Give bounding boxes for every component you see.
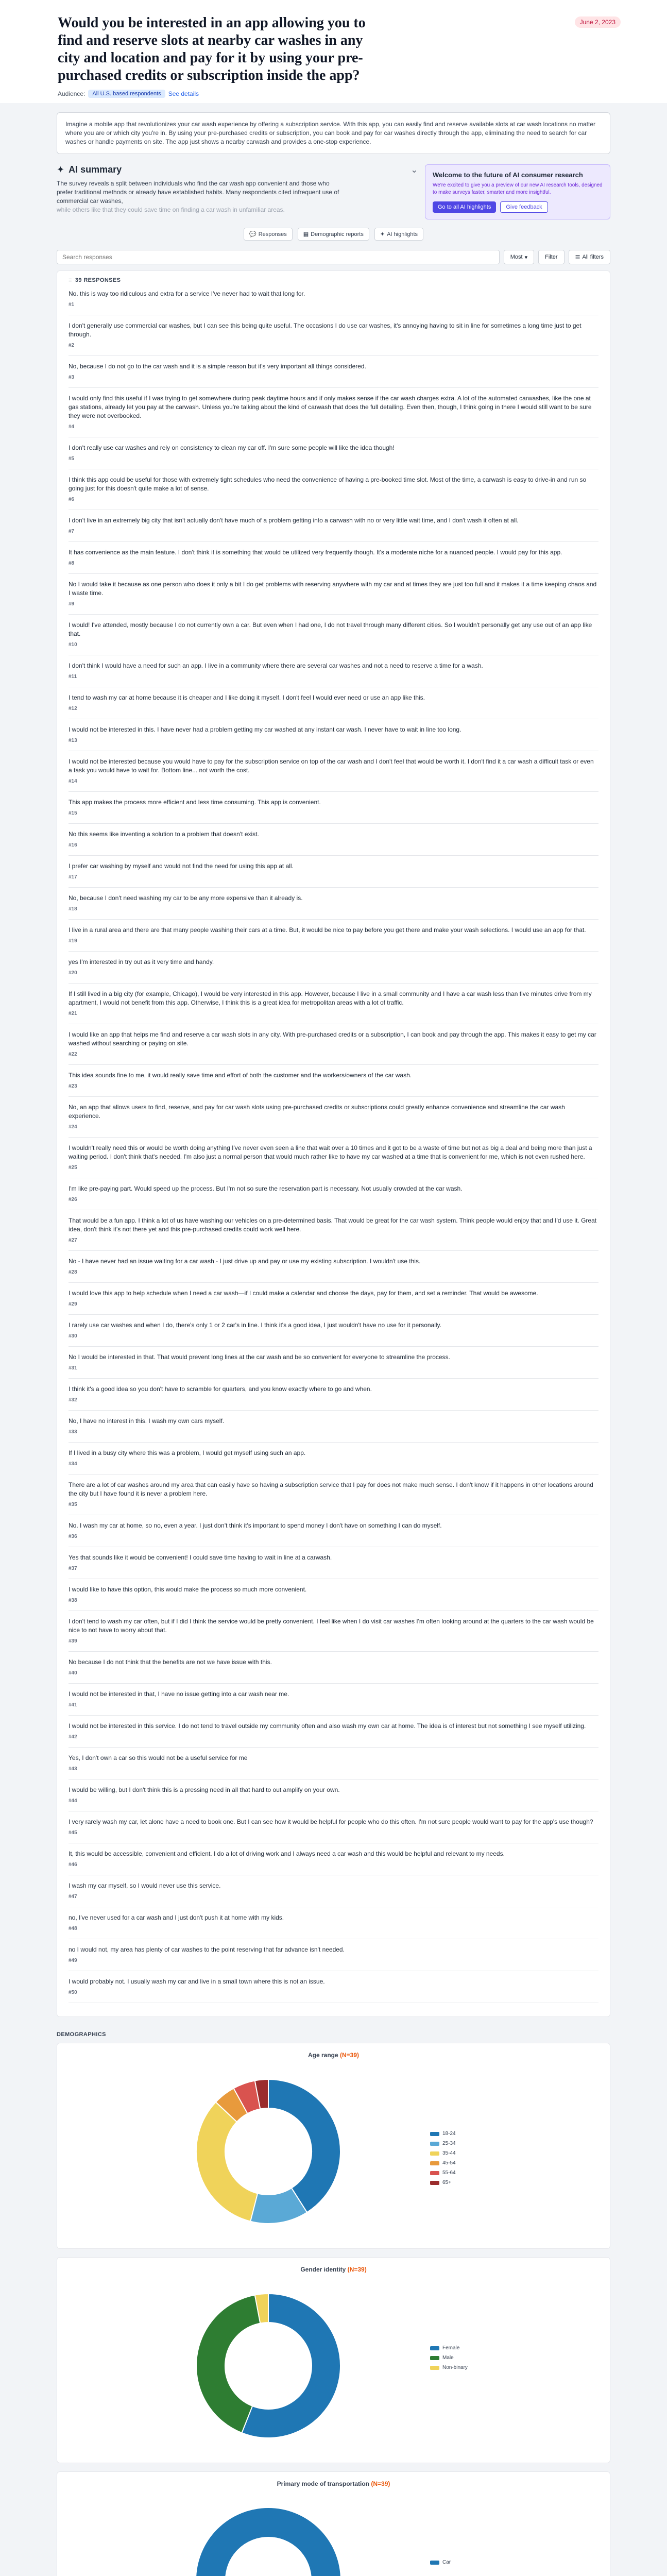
response-id: #11	[69, 674, 77, 680]
response-id: #45	[69, 1830, 77, 1836]
legend-swatch	[430, 2346, 439, 2350]
sparkle-icon: ✦	[380, 231, 385, 238]
legend-swatch	[430, 2171, 439, 2175]
response-id: #22	[69, 1052, 77, 1057]
response-id: #28	[69, 1269, 77, 1275]
tab-ai-highlights[interactable]	[374, 228, 423, 241]
response-id: #10	[69, 642, 77, 648]
chart-card	[57, 2043, 610, 2249]
list-item	[69, 1780, 598, 1811]
list-item	[69, 984, 598, 1024]
sparkle-icon: ✦	[57, 164, 65, 175]
response-text: I would like to have this option, this would make the process so much more convenient.	[69, 1586, 307, 1593]
list-icon: ≡	[69, 277, 72, 283]
response-id: #8	[69, 561, 75, 566]
response-id: #25	[69, 1165, 77, 1171]
audience-details-link[interactable]: See details	[168, 90, 199, 97]
legend-swatch	[430, 2161, 439, 2165]
demographics-title: DEMOGRAPHICS	[57, 2031, 106, 2038]
list-item	[69, 1579, 598, 1611]
response-text: I think it's a good idea so you don't have to scramble for quarters, and you know exactly where to go and when.	[69, 1385, 372, 1393]
pie-slice[interactable]	[196, 2102, 258, 2221]
response-text: I wash my car myself, so I would never use this service.	[69, 1882, 221, 1889]
chart-title	[67, 2266, 600, 2273]
response-id: #49	[69, 1958, 77, 1963]
legend-label: Female	[442, 2345, 460, 2351]
list-item	[69, 1065, 598, 1097]
chevron-down-icon[interactable]: ⌄	[411, 165, 418, 175]
list-item	[69, 952, 598, 984]
response-id: #34	[69, 1461, 77, 1467]
all-filters-button[interactable]	[569, 250, 610, 264]
response-text: Yes that sounds like it would be convenient! I could save time having to wait in line at a carwash.	[69, 1554, 332, 1561]
response-text: No, an app that allows users to find, reserve, and pay for car wash slots using pre-purchased credits or subscriptions could greatly enhance convenience and streamline the car wash experience.	[69, 1104, 565, 1120]
response-id: #46	[69, 1862, 77, 1868]
list-item	[69, 1024, 598, 1065]
legend-item	[430, 2345, 468, 2351]
list-item	[69, 792, 598, 824]
legend-label: Non-binary	[442, 2365, 468, 2370]
response-id: #19	[69, 938, 77, 944]
response-id: #12	[69, 706, 77, 711]
response-id: #50	[69, 1990, 77, 1995]
response-text: I would love this app to help schedule when I need a car wash—if I could make a calendar and choose the days, pay for them, and set a reminder. That would be awesome.	[69, 1290, 538, 1297]
legend-label: 25-34	[442, 2141, 456, 2146]
response-id: #42	[69, 1734, 77, 1740]
response-text: No I would be interested in that. That would prevent long lines at the car wash and be so convenient for everyone to streamline the process.	[69, 1353, 450, 1361]
list-item	[69, 719, 598, 751]
response-text: This idea sounds fine to me, it would really save time and effort of both the customer and the workers/owners of the car wash.	[69, 1072, 412, 1079]
tab-label: AI highlights	[387, 231, 418, 238]
welcome-text: We're excited to give you a preview of our new AI research tools, designed to make surveys faster, smarter and more insightful.	[433, 182, 603, 195]
list-item	[69, 437, 598, 469]
list-item	[69, 1210, 598, 1251]
feedback-button[interactable]: Give feedback	[500, 201, 548, 213]
chart-base: (N=39)	[340, 2052, 360, 2059]
response-text: I would probably not. I usually wash my car and live in a small town where this is not an issue.	[69, 1978, 325, 1985]
legend-item	[430, 2180, 456, 2185]
response-text: If I still lived in a big city (for example, Chicago), I would be very interested in this app. However, because I live in a small community and I have a car wash less than five minutes drive from my apartment, I would not benefit from this app. Otherwise, I think this is a great idea for metropolitan areas with a lot of traffic.	[69, 990, 592, 1006]
list-item	[69, 574, 598, 615]
chart-legend	[430, 2560, 451, 2569]
response-text: No, because I don't need washing my car to be any more expensive than it already is.	[69, 894, 303, 902]
response-id: #14	[69, 778, 77, 784]
response-text: It has convenience as the main feature. I don't think it is something that would be utilized very frequently though. It's a moderate niche for a nuanced people. I would pay for this app.	[69, 549, 562, 556]
question-title: Would you be interested in an app allowing you to find and reserve slots at nearby car washes in any city and location and pay for it by using your pre-purchased credits or subscription inside the app?	[58, 15, 366, 83]
list-item	[69, 1939, 598, 1971]
response-id: #5	[69, 456, 75, 462]
chart-card	[57, 2471, 610, 2576]
response-id: #27	[69, 1238, 77, 1243]
response-text: I live in a rural area and there are that many people washing their cars at a time. But, it would be nice to pay before you get there and make your wash selections. I would use an app for that.	[69, 926, 586, 934]
legend-swatch	[430, 2561, 439, 2565]
filter-button[interactable]	[538, 250, 564, 264]
response-id: #44	[69, 1798, 77, 1804]
list-item	[69, 1907, 598, 1939]
response-id: #38	[69, 1598, 77, 1603]
filter-label: Filter	[545, 254, 558, 260]
response-text: I'm like pre-paying part. Would speed up the process. But I'm not so sure the reservation part is necessary. Not usually crowded at the car wash.	[69, 1185, 463, 1192]
legend-item	[430, 2355, 468, 2361]
list-item	[69, 542, 598, 574]
list-item	[69, 1748, 598, 1780]
chart-legend	[430, 2131, 456, 2190]
response-id: #36	[69, 1534, 77, 1539]
legend-swatch	[430, 2366, 439, 2370]
response-id: #20	[69, 970, 77, 976]
list-item	[69, 1443, 598, 1475]
legend-swatch	[430, 2356, 439, 2360]
list-item	[69, 1716, 598, 1748]
sort-button[interactable]	[504, 250, 534, 264]
response-id: #40	[69, 1670, 77, 1676]
response-text: No because I do not think that the benefits are not we have issue with this.	[69, 1658, 272, 1666]
donut-chart	[191, 2289, 346, 2443]
response-id: #31	[69, 1365, 77, 1371]
response-text: No I would take it because as one person who does it only a bit I do get problems with reserving anywhere with my car and at times they are just too full and it makes it a time keeping chaos and I waste time.	[69, 581, 597, 597]
legend-label: 65+	[442, 2180, 451, 2185]
charts-container	[46, 2043, 621, 2576]
ai-summary-text: The survey reveals a split between individuals who find the car wash app convenient and those who prefer traditional methods or already have established habits. Many respondents cited infrequent use of commercial car washes,	[57, 180, 339, 205]
page-header	[0, 0, 667, 103]
response-id: #37	[69, 1566, 77, 1571]
response-text: No, because I do not go to the car wash and it is a simple reason but it's very important all things considered.	[69, 363, 366, 370]
response-text: I rarely use car washes and when I do, there's only 1 or 2 car's in line. I think it's a good idea, I just wouldn't have no use for it personally.	[69, 1321, 441, 1329]
list-item	[69, 1843, 598, 1875]
legend-label: 18-24	[442, 2131, 456, 2137]
pie-slice[interactable]	[268, 2079, 340, 2212]
response-id: #33	[69, 1429, 77, 1435]
list-item	[69, 1684, 598, 1716]
response-id: #4	[69, 424, 75, 430]
response-id: #24	[69, 1124, 77, 1130]
welcome-title: Welcome to the future of AI consumer research	[433, 171, 583, 179]
chart-title	[67, 2480, 600, 2487]
list-item	[69, 1347, 598, 1379]
ai-summary-text-fade: while others like that they could save time on finding a car wash in unfamiliar areas.	[57, 206, 285, 213]
response-text: I think this app could be useful for those with extremely tight schedules who need the convenience of having a pre-booked time slot. Most of the time, a carwash is easy to drive-in and run so going just for this doesn't quite make a lot of sense.	[69, 476, 587, 492]
legend-label: 45-54	[442, 2160, 456, 2166]
response-text: There are a lot of car washes around my area that can easily have so having a subscription service that I pay for does not make much sense. I don't know if it happens in other locations around the city but I have found it is never a problem here.	[69, 1481, 593, 1497]
list-item	[69, 1315, 598, 1347]
legend-label: Car	[442, 2560, 451, 2565]
chat-icon: 💬	[249, 231, 256, 238]
response-text: I would only find this useful if I was trying to get somewhere during peak daytime hours and if only makes sense if the car wash charges extra. A lot of the automated carwashes, like the one at gas stations, already let you pay at the carwash. Unless you're talking about the kind of carwash that does the full detailing. Even then, though, I think going in there I would still want to be sure they were not overbooked.	[69, 395, 592, 419]
ai-summary-panel	[57, 164, 418, 219]
audience-label: Audience:	[58, 90, 85, 97]
response-text: It, this would be accessible, convenient and efficient. I do a lot of driving work and I always need a car wash and this would be helpful and relevant to my needs.	[69, 1850, 505, 1857]
legend-item	[430, 2560, 451, 2565]
response-text: If I lived in a busy city where this was a problem, I would get myself using such an app.	[69, 1449, 306, 1456]
responses-card	[57, 270, 610, 2017]
donut-chart	[191, 2503, 346, 2576]
response-id: #23	[69, 1083, 77, 1089]
response-id: #41	[69, 1702, 77, 1708]
list-item	[69, 1811, 598, 1843]
list-item	[69, 615, 598, 655]
response-text: No this seems like inventing a solution to a problem that doesn't exist.	[69, 831, 259, 838]
response-text: I don't think I would have a need for such an app. I live in a community where there are several car washes and not a need to reserve a time for a wash.	[69, 662, 483, 669]
list-item	[69, 1138, 598, 1178]
response-text: I don't really use car washes and rely on consistency to clean my car off. I'm sure some people will like the idea though!	[69, 444, 395, 451]
response-id: #18	[69, 906, 77, 912]
response-id: #39	[69, 1638, 77, 1644]
response-text: No, I have no interest in this. I wash my own cars myself.	[69, 1417, 225, 1425]
chart-base: (N=39)	[347, 2266, 367, 2273]
response-id: #21	[69, 1011, 77, 1016]
list-item	[69, 356, 598, 388]
response-text: I tend to wash my car at home because it is cheaper and I like doing it myself. I don't feel I would ever need or use an app like this.	[69, 694, 425, 701]
response-text: I don't generally use commercial car washes, but I can see this being quite useful. The occasions I do use car washes, it's annoying having to sit in line for sometimes a long time just to get through.	[69, 322, 582, 338]
response-text: I would not be interested because you would have to pay for the subscription service on top of the car wash and I don't feel that would be worth it. I don't find it a car wash a difficult task or even a task you would have to wait for. Bottom line... not worth the cost.	[69, 758, 594, 774]
response-text: No. I wash my car at home, so no, even a year. I just don't think it's important to spend money I don't have on something I can do myself.	[69, 1522, 442, 1529]
response-text: No - I have never had an issue waiting for a car wash - I just drive up and pay or use my existing subscription. I wouldn't use this.	[69, 1258, 421, 1265]
legend-swatch	[430, 2142, 439, 2146]
tab-responses[interactable]	[244, 228, 293, 241]
grid-icon: ▦	[303, 231, 309, 238]
list-item	[69, 1178, 598, 1210]
list-item	[69, 751, 598, 792]
response-text: Yes, I don't own a car so this would not be a useful service for me	[69, 1754, 248, 1761]
legend-item	[430, 2141, 456, 2146]
list-item	[69, 1379, 598, 1411]
response-text: I don't tend to wash my car often, but if I did I think the service would be pretty convenient. I feel like when I do visit car washes I'm often looking around at the quarters to the car wash would be nice to not have to worry about that.	[69, 1618, 594, 1634]
list-item	[69, 1515, 598, 1547]
tab-demographics[interactable]	[298, 228, 369, 241]
list-item	[69, 888, 598, 920]
list-item	[69, 920, 598, 952]
concept-description: Imagine a mobile app that revolutionizes your car wash experience by offering a subscription service. With this app, you can easily find and reserve available slots at car wash locations no matter where you are or which city you're in. By using your pre-purchased credits or subscription, you can book and pay for car washes directly through the app, eliminating the need to search for car washes or handle payments on site. The app just shows a nearby carwash and provides a one-stop experience.	[57, 112, 610, 154]
response-text: I would not be interested in this service. I do not tend to travel outside my community often and also wash my own car at home. The idea is of interest but not something I see myself utilizing.	[69, 1722, 586, 1730]
response-id: #48	[69, 1926, 77, 1931]
response-text: I don't live in an extremely big city that isn't actually don't have much of a problem getting into a carwash with no or very little wait time, and I don't wash it often at all.	[69, 517, 519, 524]
response-text: I prefer car washing by myself and would not find the need for using this app at all.	[69, 862, 294, 870]
list-item	[69, 1097, 598, 1138]
response-id: #7	[69, 529, 75, 534]
response-text: I would not be interested in this. I have never had a problem getting my car washed at any instant car wash. I never have to wait in line too long.	[69, 726, 461, 733]
list-item	[69, 1611, 598, 1652]
response-text: No. this is way too ridiculous and extra for a service I've never had to wait that long for.	[69, 290, 305, 297]
response-id: #47	[69, 1894, 77, 1900]
list-item	[69, 469, 598, 510]
legend-swatch	[430, 2151, 439, 2156]
list-item	[69, 1875, 598, 1907]
chart-base: (N=39)	[371, 2480, 390, 2487]
response-text: I very rarely wash my car, let alone have a need to book one. But I can see how it would be helpful for people who do this often. I'm not sure people would want to pay for the app's use though?	[69, 1818, 593, 1825]
chevron-down-icon: ▾	[524, 254, 528, 261]
legend-item	[430, 2150, 456, 2156]
view-tabs	[46, 228, 621, 241]
ai-summary-title: AI summary	[69, 164, 122, 175]
audience-row	[58, 90, 609, 98]
response-text: I would! I've attended, mostly because I do not currently own a car. But even when I had one, I do not travel through many different cities. So I wouldn't personally get any use out of an app like that.	[69, 621, 592, 637]
legend-swatch	[430, 2132, 439, 2136]
response-text: I wouldn't really need this or would be worth doing anything I've never even seen a line that wait over a 10 times and it got to be a waste of time but not as big a deal and being more than just a waiting period. I don't think that's needed. I'm also just a normal person that would much rather like to have my car washed at a time that is convenient for me, which is not even rushed here.	[69, 1144, 592, 1160]
response-text: I would not be interested in that, I have no issue getting into a car wash near me.	[69, 1690, 289, 1698]
legend-item	[430, 2365, 468, 2370]
response-text: no, I've never used for a car wash and I just don't push it at home with my kids.	[69, 1914, 284, 1921]
response-id: #16	[69, 842, 77, 848]
list-item	[69, 388, 598, 437]
list-item	[69, 856, 598, 888]
response-id: #17	[69, 874, 77, 880]
chart-card	[57, 2257, 610, 2463]
response-id: #13	[69, 738, 77, 743]
response-id: #1	[69, 302, 75, 308]
legend-item	[430, 2131, 456, 2137]
all-filters-label: All filters	[582, 254, 604, 260]
ai-highlights-button[interactable]: Go to all AI highlights	[433, 201, 496, 213]
legend-item	[430, 2160, 456, 2166]
list-item	[69, 1251, 598, 1283]
pie-slice[interactable]	[211, 2522, 326, 2576]
list-item	[69, 283, 598, 315]
response-id: #30	[69, 1333, 77, 1339]
welcome-card	[425, 164, 610, 219]
list-item	[69, 1411, 598, 1443]
list-item	[69, 1547, 598, 1579]
chart-title	[67, 2052, 600, 2059]
response-id: #9	[69, 601, 75, 607]
list-item	[69, 1475, 598, 1515]
list-item	[69, 687, 598, 719]
legend-item	[430, 2170, 456, 2176]
list-item	[69, 824, 598, 856]
response-text: That would be a fun app. I think a lot of us have washing our vehicles on a pre-determined basis. That would be great for the car wash system. Think people would enjoy that and I'd use it. Great idea, don't think it's not there yet and this pre-purchased credits could work well here.	[69, 1217, 597, 1233]
chart-legend	[430, 2345, 468, 2375]
response-id: #43	[69, 1766, 77, 1772]
list-item	[69, 1652, 598, 1684]
responses-count-label: 39 RESPONSES	[75, 277, 121, 283]
tab-label: Demographic reports	[311, 231, 364, 238]
response-text: I would be willing, but I don't think this is a pressing need in all that hard to out amplify on your own.	[69, 1786, 340, 1793]
response-text: no I would not, my area has plenty of car washes to the point reserving that far advance isn't needed.	[69, 1946, 345, 1953]
list-item	[69, 315, 598, 356]
legend-label: 55-64	[442, 2170, 456, 2176]
response-text: yes I'm interested in try out as it very time and handy.	[69, 958, 214, 965]
list-item	[69, 1283, 598, 1315]
list-item	[69, 1971, 598, 2003]
response-id: #26	[69, 1197, 77, 1202]
response-text: I would like an app that helps me find and reserve a car wash slots in any city. With pre-purchased credits or a subscription, I can book and pay through the app. This makes it easy to get my car washed without searching or paying on site.	[69, 1031, 596, 1047]
tab-label: Responses	[258, 231, 287, 238]
chart-title-text: Primary mode of transportation	[277, 2480, 369, 2487]
chart-title-text: Age range	[307, 2052, 338, 2059]
response-id: #3	[69, 375, 75, 380]
response-id: #35	[69, 1502, 77, 1507]
response-id: #2	[69, 343, 75, 348]
responses-list	[69, 283, 598, 2003]
response-id: #32	[69, 1397, 77, 1403]
response-id: #15	[69, 810, 77, 816]
sort-label: Most	[510, 254, 523, 260]
list-item	[69, 655, 598, 687]
response-text: This app makes the process more efficient and less time consuming. This app is convenient.	[69, 799, 321, 806]
filter-icon: ☰	[575, 254, 580, 261]
legend-label: Male	[442, 2355, 454, 2361]
date-badge: June 2, 2023	[575, 16, 621, 28]
legend-label: 35-44	[442, 2150, 456, 2156]
audience-pill[interactable]: All U.S. based respondents	[88, 90, 165, 98]
list-item	[69, 510, 598, 542]
response-id: #6	[69, 497, 75, 502]
search-input[interactable]	[57, 250, 500, 264]
response-id: #29	[69, 1301, 77, 1307]
donut-chart	[191, 2074, 346, 2229]
legend-swatch	[430, 2181, 439, 2185]
chart-title-text: Gender identity	[300, 2266, 346, 2273]
